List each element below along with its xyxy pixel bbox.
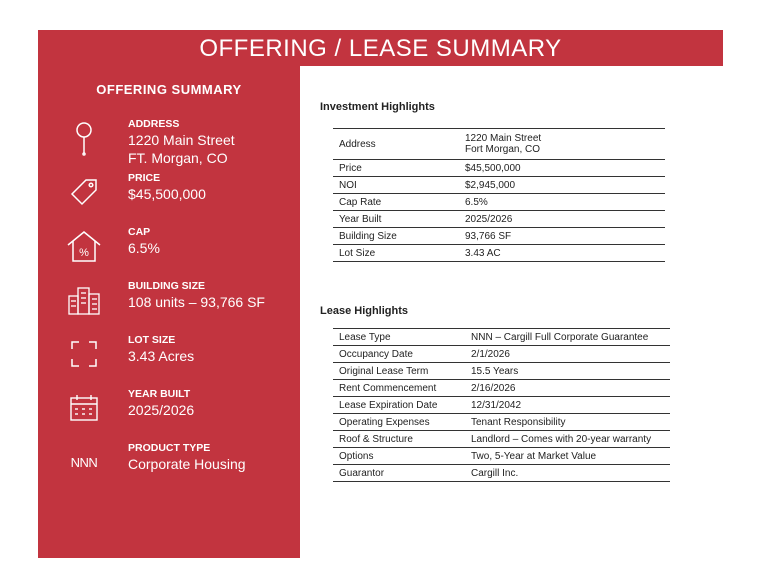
page-title: OFFERING / LEASE SUMMARY xyxy=(199,35,562,62)
row-key: Rent Commencement xyxy=(333,380,465,397)
address-label: ADDRESS xyxy=(128,118,180,130)
row-value: 3.43 AC xyxy=(459,245,665,262)
row-value: 2025/2026 xyxy=(459,211,665,228)
table-row xyxy=(333,329,670,346)
row-value: 2/1/2026 xyxy=(465,346,670,363)
table-row xyxy=(333,380,670,397)
row-key: Options xyxy=(333,448,465,465)
lease-highlights-title: Lease Highlights xyxy=(320,305,409,317)
nnn-icon: NNN xyxy=(70,454,98,470)
table-row xyxy=(333,228,665,245)
building-size-label: BUILDING SIZE xyxy=(128,280,206,292)
cap-value: 6.5% xyxy=(128,240,160,256)
row-key: Lease Expiration Date xyxy=(333,397,465,414)
row-key: Year Built xyxy=(333,211,459,228)
cap-label: CAP xyxy=(128,226,151,238)
table-row xyxy=(333,129,665,160)
building-size-value: 108 units – 93,766 SF xyxy=(128,294,265,310)
row-value: 6.5% xyxy=(459,194,665,211)
year-built-value: 2025/2026 xyxy=(128,402,195,418)
row-value: 1220 Main Street Fort Morgan, CO xyxy=(459,129,665,160)
row-value: 15.5 Years xyxy=(465,363,670,380)
lease-highlights-table xyxy=(333,328,670,482)
table-row xyxy=(333,194,665,211)
row-key: Address xyxy=(333,129,459,160)
table-row xyxy=(333,414,670,431)
row-key: NOI xyxy=(333,177,459,194)
row-value: Two, 5-Year at Market Value xyxy=(465,448,670,465)
lot-size-label: LOT SIZE xyxy=(128,334,176,346)
table-row xyxy=(333,363,670,380)
row-value: 93,766 SF xyxy=(459,228,665,245)
table-row xyxy=(333,448,670,465)
product-type-label: PRODUCT TYPE xyxy=(128,442,211,454)
product-type-value: Corporate Housing xyxy=(128,456,246,472)
row-value: $2,945,000 xyxy=(459,177,665,194)
table-row xyxy=(333,465,670,482)
row-value: Cargill Inc. xyxy=(465,465,670,482)
price-tag-icon xyxy=(64,172,104,212)
row-value: 12/31/2042 xyxy=(465,397,670,414)
row-key: Occupancy Date xyxy=(333,346,465,363)
lot-size-value: 3.43 Acres xyxy=(128,348,195,364)
table-row xyxy=(333,346,670,363)
table-row xyxy=(333,177,665,194)
row-value: 2/16/2026 xyxy=(465,380,670,397)
row-key: Operating Expenses xyxy=(333,414,465,431)
row-key: Lot Size xyxy=(333,245,459,262)
year-built-label: YEAR BUILT xyxy=(128,388,191,400)
row-key: Guarantor xyxy=(333,465,465,482)
table-row xyxy=(333,431,670,448)
row-key: Original Lease Term xyxy=(333,363,465,380)
table-row xyxy=(333,397,670,414)
lot-frame-icon xyxy=(64,334,104,374)
row-value: NNN – Cargill Full Corporate Guarantee xyxy=(465,329,670,346)
address-value: 1220 Main Street FT. Morgan, CO xyxy=(128,132,235,166)
row-key: Lease Type xyxy=(333,329,465,346)
header-banner xyxy=(38,30,723,66)
investment-highlights-title: Investment Highlights xyxy=(320,101,435,113)
investment-highlights-table xyxy=(333,128,665,262)
row-key: Cap Rate xyxy=(333,194,459,211)
row-key: Building Size xyxy=(333,228,459,245)
row-key: Roof & Structure xyxy=(333,431,465,448)
buildings-icon xyxy=(64,280,104,320)
house-percent-icon xyxy=(64,226,104,266)
price-label: PRICE xyxy=(128,172,161,184)
table-row xyxy=(333,245,665,262)
map-pin-icon xyxy=(64,118,104,158)
offering-summary-panel xyxy=(38,66,300,558)
offering-summary-heading: OFFERING SUMMARY xyxy=(96,82,242,97)
svg-text:%: % xyxy=(79,247,89,259)
table-row xyxy=(333,160,665,177)
price-value: $45,500,000 xyxy=(128,186,206,202)
table-row xyxy=(333,211,665,228)
calendar-icon xyxy=(64,388,104,428)
row-value: Tenant Responsibility xyxy=(465,414,670,431)
row-value: $45,500,000 xyxy=(459,160,665,177)
row-value: Landlord – Comes with 20-year warranty xyxy=(465,431,670,448)
row-key: Price xyxy=(333,160,459,177)
